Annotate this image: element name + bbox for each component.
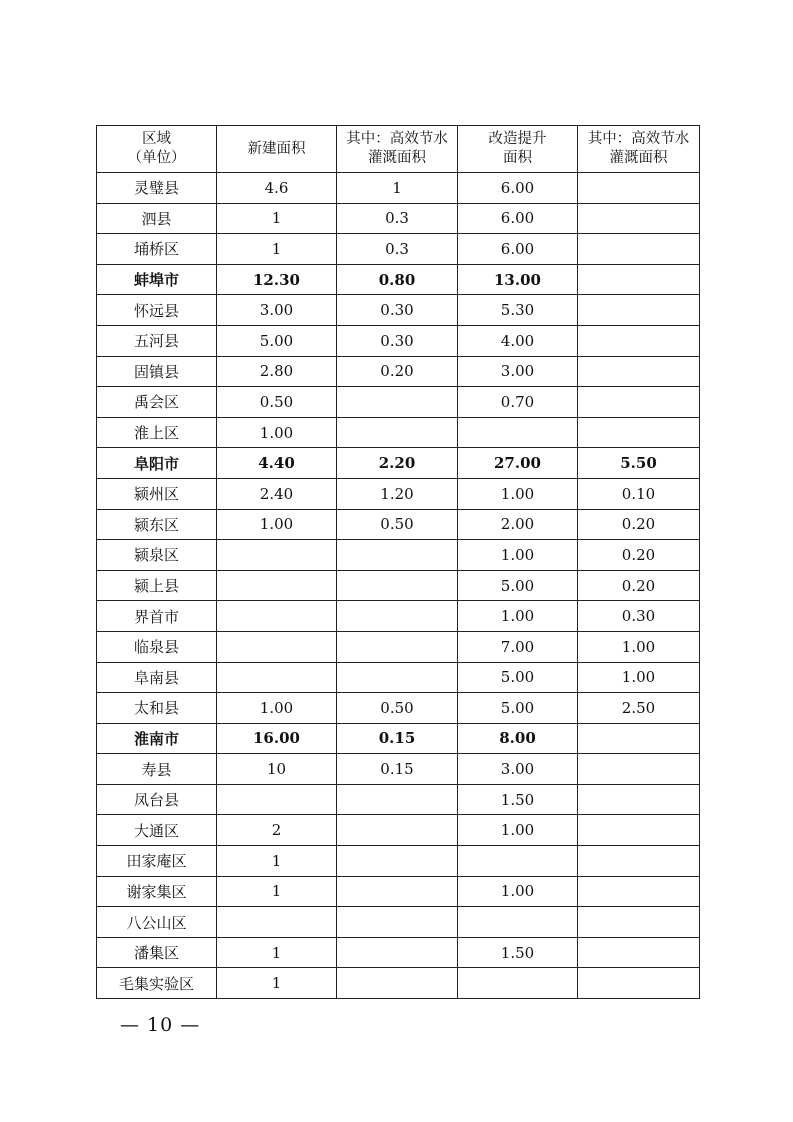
upgrade-area-cell: 6.00	[458, 234, 578, 265]
area-table	[96, 125, 700, 999]
upgrade-efficient-cell	[578, 754, 700, 785]
upgrade-area-cell: 5.00	[458, 693, 578, 724]
table-row	[97, 631, 700, 662]
upgrade-area-cell: 4.00	[458, 325, 578, 356]
region-cell: 田家庵区	[97, 846, 217, 877]
table-row	[97, 540, 700, 571]
upgrade-efficient-cell	[578, 815, 700, 846]
new-efficient-cell: 0.30	[337, 325, 458, 356]
upgrade-efficient-cell	[578, 876, 700, 907]
region-cell: 阜阳市	[97, 448, 217, 479]
region-cell: 埇桥区	[97, 234, 217, 265]
upgrade-efficient-cell	[578, 937, 700, 968]
new-area-cell: 1	[217, 234, 337, 265]
new-efficient-cell: 0.30	[337, 295, 458, 326]
new-area-cell: 1	[217, 846, 337, 877]
table-row	[97, 754, 700, 785]
new-efficient-cell	[337, 784, 458, 815]
upgrade-area-cell: 1.50	[458, 784, 578, 815]
new-area-cell: 16.00	[217, 723, 337, 754]
new-efficient-cell: 2.20	[337, 448, 458, 479]
region-cell: 颍泉区	[97, 540, 217, 571]
region-cell: 凤台县	[97, 784, 217, 815]
table-row	[97, 448, 700, 479]
region-cell: 潘集区	[97, 937, 217, 968]
new-area-cell	[217, 907, 337, 938]
new-efficient-cell: 0.50	[337, 693, 458, 724]
upgrade-area-cell: 13.00	[458, 264, 578, 295]
new-efficient-cell	[337, 662, 458, 693]
new-efficient-cell	[337, 968, 458, 999]
upgrade-area-cell: 3.00	[458, 356, 578, 387]
new-efficient-cell	[337, 631, 458, 662]
upgrade-area-cell: 0.70	[458, 387, 578, 418]
upgrade-efficient-cell	[578, 264, 700, 295]
region-cell: 太和县	[97, 693, 217, 724]
new-area-cell: 1	[217, 968, 337, 999]
new-efficient-cell	[337, 907, 458, 938]
region-cell: 五河县	[97, 325, 217, 356]
upgrade-efficient-cell: 2.50	[578, 693, 700, 724]
table-row	[97, 478, 700, 509]
new-efficient-cell	[337, 417, 458, 448]
region-cell: 寿县	[97, 754, 217, 785]
new-area-cell: 2.80	[217, 356, 337, 387]
table-row	[97, 570, 700, 601]
region-cell: 谢家集区	[97, 876, 217, 907]
new-area-cell	[217, 570, 337, 601]
upgrade-efficient-cell	[578, 907, 700, 938]
upgrade-area-cell: 1.00	[458, 478, 578, 509]
table-row	[97, 723, 700, 754]
new-efficient-cell	[337, 937, 458, 968]
new-efficient-cell	[337, 846, 458, 877]
new-efficient-cell: 1.20	[337, 478, 458, 509]
upgrade-efficient-cell: 0.10	[578, 478, 700, 509]
upgrade-efficient-cell: 1.00	[578, 631, 700, 662]
table-row	[97, 173, 700, 204]
upgrade-area-cell: 1.50	[458, 937, 578, 968]
new-area-cell	[217, 662, 337, 693]
region-cell: 界首市	[97, 601, 217, 632]
upgrade-efficient-cell	[578, 234, 700, 265]
table-row	[97, 968, 700, 999]
table-row	[97, 417, 700, 448]
upgrade-efficient-cell: 0.20	[578, 570, 700, 601]
table-row	[97, 601, 700, 632]
upgrade-efficient-cell	[578, 387, 700, 418]
upgrade-area-cell: 6.00	[458, 203, 578, 234]
upgrade-area-cell: 7.00	[458, 631, 578, 662]
new-area-cell: 3.00	[217, 295, 337, 326]
region-cell: 禹会区	[97, 387, 217, 418]
table-row	[97, 693, 700, 724]
upgrade-area-cell	[458, 417, 578, 448]
upgrade-efficient-cell: 5.50	[578, 448, 700, 479]
new-efficient-cell	[337, 876, 458, 907]
new-efficient-cell	[337, 540, 458, 571]
table-row	[97, 815, 700, 846]
upgrade-area-cell: 3.00	[458, 754, 578, 785]
header-new-efficient-irrigation: 其中：高效节水 灌溉面积	[337, 126, 458, 173]
new-efficient-cell: 0.15	[337, 754, 458, 785]
region-cell: 临泉县	[97, 631, 217, 662]
upgrade-efficient-cell: 0.20	[578, 509, 700, 540]
new-area-cell: 12.30	[217, 264, 337, 295]
new-efficient-cell	[337, 570, 458, 601]
new-efficient-cell: 1	[337, 173, 458, 204]
upgrade-efficient-cell	[578, 723, 700, 754]
table-row	[97, 662, 700, 693]
region-cell: 八公山区	[97, 907, 217, 938]
table-row	[97, 876, 700, 907]
upgrade-area-cell: 5.00	[458, 662, 578, 693]
upgrade-efficient-cell	[578, 325, 700, 356]
upgrade-area-cell: 1.00	[458, 815, 578, 846]
header-upgrade-efficient-irrigation: 其中：高效节水 灌溉面积	[578, 126, 700, 173]
table-row	[97, 234, 700, 265]
upgrade-area-cell: 8.00	[458, 723, 578, 754]
new-area-cell: 1.00	[217, 417, 337, 448]
header-region: 区域 （单位）	[97, 126, 217, 173]
new-efficient-cell: 0.15	[337, 723, 458, 754]
region-cell: 颍上县	[97, 570, 217, 601]
header-new-area: 新建面积	[217, 126, 337, 173]
upgrade-area-cell: 1.00	[458, 540, 578, 571]
table-row	[97, 846, 700, 877]
table-row	[97, 509, 700, 540]
upgrade-efficient-cell	[578, 295, 700, 326]
region-cell: 淮上区	[97, 417, 217, 448]
upgrade-area-cell: 1.00	[458, 876, 578, 907]
table-row	[97, 264, 700, 295]
new-area-cell: 4.6	[217, 173, 337, 204]
table-row	[97, 356, 700, 387]
table-row	[97, 295, 700, 326]
new-area-cell	[217, 601, 337, 632]
new-area-cell	[217, 540, 337, 571]
table-row	[97, 784, 700, 815]
upgrade-area-cell: 5.00	[458, 570, 578, 601]
upgrade-efficient-cell: 0.20	[578, 540, 700, 571]
region-cell: 蚌埠市	[97, 264, 217, 295]
page-number: — 10 —	[120, 1014, 201, 1036]
new-efficient-cell	[337, 387, 458, 418]
upgrade-efficient-cell: 0.30	[578, 601, 700, 632]
new-efficient-cell: 0.80	[337, 264, 458, 295]
new-efficient-cell: 0.3	[337, 234, 458, 265]
new-area-cell: 1	[217, 937, 337, 968]
table-row	[97, 907, 700, 938]
header-row	[97, 126, 700, 173]
upgrade-efficient-cell	[578, 846, 700, 877]
new-efficient-cell: 0.50	[337, 509, 458, 540]
upgrade-area-cell	[458, 907, 578, 938]
upgrade-efficient-cell	[578, 356, 700, 387]
new-area-cell: 4.40	[217, 448, 337, 479]
upgrade-efficient-cell	[578, 784, 700, 815]
table-row	[97, 387, 700, 418]
region-cell: 怀远县	[97, 295, 217, 326]
new-efficient-cell	[337, 815, 458, 846]
upgrade-area-cell: 5.30	[458, 295, 578, 326]
table-row	[97, 325, 700, 356]
upgrade-area-cell	[458, 846, 578, 877]
region-cell: 毛集实验区	[97, 968, 217, 999]
new-area-cell: 10	[217, 754, 337, 785]
new-area-cell: 2.40	[217, 478, 337, 509]
upgrade-efficient-cell	[578, 417, 700, 448]
upgrade-area-cell: 1.00	[458, 601, 578, 632]
upgrade-efficient-cell: 1.00	[578, 662, 700, 693]
new-area-cell: 2	[217, 815, 337, 846]
table-row	[97, 937, 700, 968]
new-area-cell: 1.00	[217, 693, 337, 724]
upgrade-efficient-cell	[578, 203, 700, 234]
region-cell: 阜南县	[97, 662, 217, 693]
region-cell: 大通区	[97, 815, 217, 846]
upgrade-area-cell: 6.00	[458, 173, 578, 204]
upgrade-efficient-cell	[578, 968, 700, 999]
region-cell: 固镇县	[97, 356, 217, 387]
region-cell: 颍东区	[97, 509, 217, 540]
new-area-cell	[217, 784, 337, 815]
upgrade-area-cell: 2.00	[458, 509, 578, 540]
header-upgrade-area: 改造提升 面积	[458, 126, 578, 173]
new-area-cell: 5.00	[217, 325, 337, 356]
upgrade-area-cell	[458, 968, 578, 999]
new-efficient-cell: 0.20	[337, 356, 458, 387]
new-area-cell: 1	[217, 876, 337, 907]
new-area-cell: 0.50	[217, 387, 337, 418]
table-row	[97, 203, 700, 234]
new-efficient-cell: 0.3	[337, 203, 458, 234]
region-cell: 灵璧县	[97, 173, 217, 204]
new-efficient-cell	[337, 601, 458, 632]
region-cell: 颍州区	[97, 478, 217, 509]
region-cell: 泗县	[97, 203, 217, 234]
new-area-cell: 1.00	[217, 509, 337, 540]
new-area-cell	[217, 631, 337, 662]
upgrade-area-cell: 27.00	[458, 448, 578, 479]
upgrade-efficient-cell	[578, 173, 700, 204]
region-cell: 淮南市	[97, 723, 217, 754]
new-area-cell: 1	[217, 203, 337, 234]
